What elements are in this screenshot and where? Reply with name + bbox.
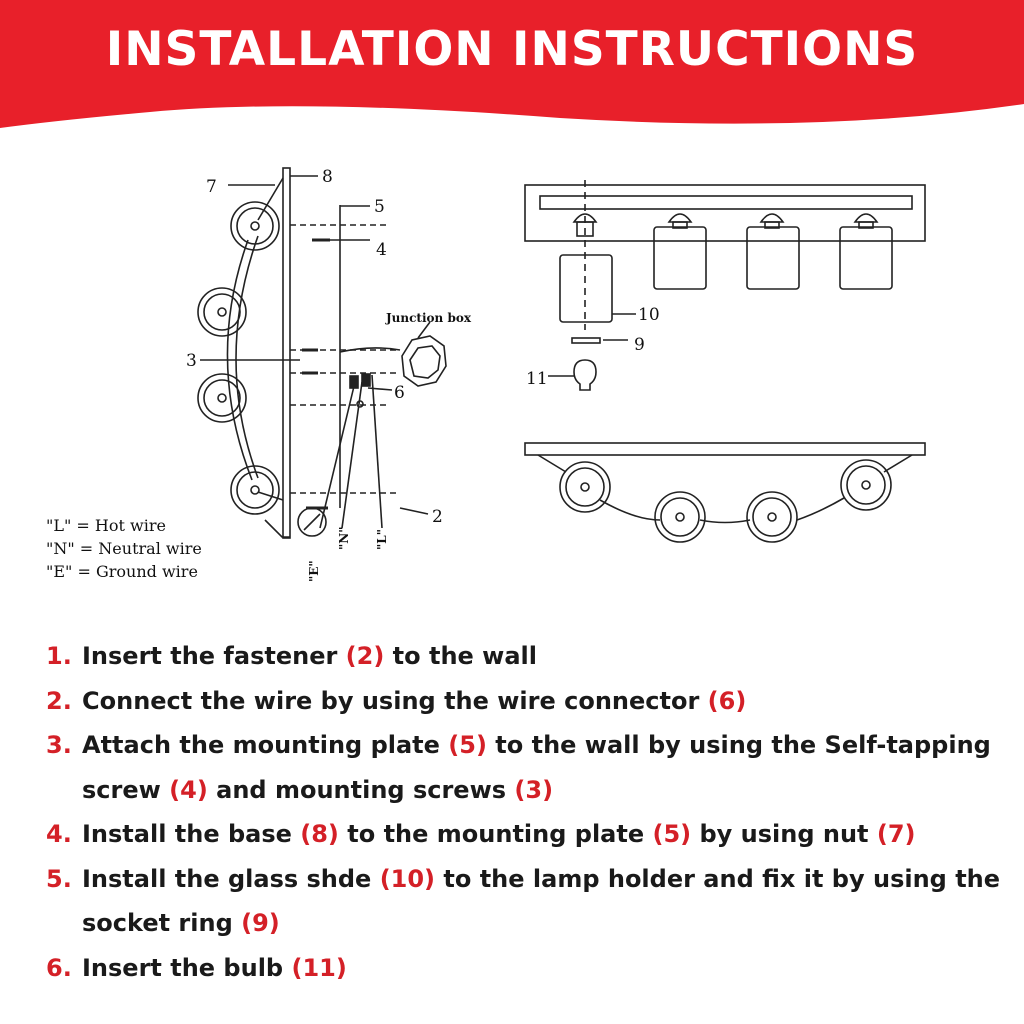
step-item xyxy=(46,946,1006,991)
bulb-disc xyxy=(231,466,279,514)
label-2: 2 xyxy=(432,507,443,527)
label-6: 6 xyxy=(394,383,405,403)
step-text: Install the base xyxy=(82,820,301,848)
step-text: by using nut xyxy=(691,820,877,848)
step-reference: (8) xyxy=(300,820,339,848)
label-4: 4 xyxy=(376,240,387,260)
step-item xyxy=(46,723,1006,812)
step-reference: (7) xyxy=(876,820,916,848)
wire-label-e: "E" xyxy=(307,560,321,582)
step-number: 6. xyxy=(46,953,72,982)
bulb-disc xyxy=(560,462,610,512)
mounted-shade xyxy=(840,214,892,289)
step-reference: (4) xyxy=(169,775,208,804)
step-text: Attach the mounting plate xyxy=(82,731,449,759)
base-plate xyxy=(283,168,290,538)
step-reference: (3) xyxy=(514,775,554,804)
step-reference: (11) xyxy=(291,953,347,982)
label-10: 10 xyxy=(638,305,660,325)
legend-item: "E" = Ground wire xyxy=(46,562,198,581)
junction-box-label: Junction box xyxy=(386,311,471,325)
junction-box xyxy=(402,322,446,386)
wire-legend xyxy=(46,514,202,583)
bulb-disc xyxy=(655,492,705,542)
step-reference: (5) xyxy=(448,731,487,759)
step-text: and mounting screws xyxy=(207,775,515,804)
label-5: 5 xyxy=(374,197,385,217)
step-reference: (2) xyxy=(345,642,385,670)
step-text: to the mounting plate xyxy=(338,820,653,848)
step-number: 2. xyxy=(46,686,72,715)
step-number: 1. xyxy=(46,642,72,670)
label-3: 3 xyxy=(186,351,197,371)
side-view-drawing xyxy=(198,168,446,538)
mounted-shade xyxy=(747,214,799,289)
step-text: to the wall xyxy=(384,642,537,670)
wire-label-l: "L" xyxy=(375,529,389,550)
mounted-shade xyxy=(654,214,706,289)
label-8: 8 xyxy=(322,167,333,187)
glass-shade xyxy=(560,255,612,322)
step-text: Insert the bulb xyxy=(82,953,292,982)
label-9: 9 xyxy=(634,335,645,355)
step-reference: (6) xyxy=(707,686,747,715)
step-reference: (9) xyxy=(241,909,280,937)
step-item xyxy=(46,679,1006,724)
step-text: Install the glass shde xyxy=(82,864,380,893)
page-title: INSTALLATION INSTRUCTIONS xyxy=(105,22,919,77)
instruction-steps xyxy=(46,634,1006,990)
label-7: 7 xyxy=(206,177,217,197)
step-text: Connect the wire by using the wire connector xyxy=(82,686,708,715)
step-item xyxy=(46,634,1006,679)
step-text: to the lamp holder and fix it by using the socket ring xyxy=(82,864,1001,937)
step-number: 4. xyxy=(46,820,72,848)
step-item xyxy=(46,857,1006,946)
legend-item: "L" = Hot wire xyxy=(46,516,166,535)
bulb xyxy=(574,360,596,390)
step-number: 3. xyxy=(46,731,72,759)
top-view-drawing xyxy=(525,443,925,542)
bulb-disc xyxy=(747,492,797,542)
base-bar-top xyxy=(525,443,925,455)
label-11: 11 xyxy=(526,369,548,389)
legend-item: "N" = Neutral wire xyxy=(46,539,202,558)
step-reference: (10) xyxy=(379,864,436,893)
step-text: to the wall by using the Self-tapping screw xyxy=(82,731,991,804)
step-text: Insert the fastener xyxy=(82,642,346,670)
step-reference: (5) xyxy=(652,820,692,848)
step-item xyxy=(46,812,1006,857)
step-number: 5. xyxy=(46,864,72,893)
front-view-drawing xyxy=(525,180,925,390)
wire-label-n: "N" xyxy=(337,526,351,550)
bulb-disc xyxy=(841,460,891,510)
